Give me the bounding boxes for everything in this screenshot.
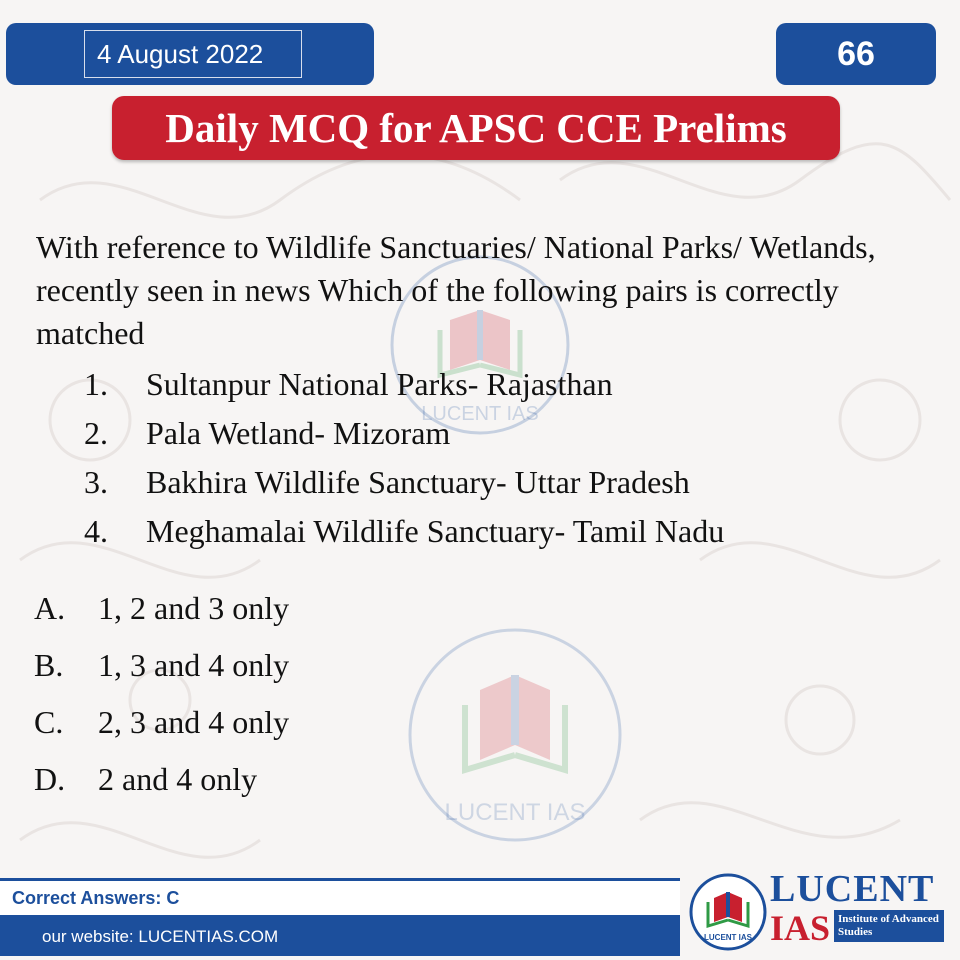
lucent-ias-logo bbox=[684, 866, 956, 958]
website-link[interactable]: our website: LUCENTIAS.COM bbox=[0, 918, 680, 956]
option-letter: A. bbox=[34, 590, 66, 626]
logo-ias: IAS bbox=[770, 908, 831, 948]
pair-item bbox=[84, 507, 724, 556]
option-letter: D. bbox=[34, 761, 66, 797]
pair-number: 3. bbox=[84, 464, 108, 500]
option-text: 2, 3 and 4 only bbox=[98, 704, 290, 740]
pair-text: Sultanpur National Parks- Rajasthan bbox=[146, 366, 613, 402]
option-text: 1, 3 and 4 only bbox=[98, 647, 290, 683]
pair-text: Pala Wetland- Mizoram bbox=[146, 415, 451, 451]
watermark-text-top: LUCENT IAS bbox=[421, 403, 539, 425]
pair-text: Meghamalai Wildlife Sanctuary- Tamil Nadu bbox=[146, 513, 725, 549]
watermark-text-bottom: LUCENT IAS bbox=[444, 799, 586, 826]
pair-item bbox=[84, 409, 724, 458]
date-label: 4 August 2022 bbox=[84, 30, 302, 78]
title-banner: Daily MCQ for APSC CCE Prelims bbox=[112, 96, 840, 160]
pair-text: Bakhira Wildlife Sanctuary- Uttar Pradesh bbox=[146, 464, 690, 500]
option-d bbox=[34, 751, 289, 808]
options-list bbox=[34, 580, 289, 808]
logo-seal-icon bbox=[688, 872, 768, 952]
logo-lucent: LUCENT bbox=[770, 868, 935, 910]
option-text: 1, 2 and 3 only bbox=[98, 590, 290, 626]
pair-number: 2. bbox=[84, 415, 108, 451]
option-letter: C. bbox=[34, 704, 64, 740]
question-text: With reference to Wildlife Sanctuaries/ National Parks/ Wetlands, recently seen in news Which of the following pairs is correctly matched bbox=[36, 229, 876, 351]
pair-number: 4. bbox=[84, 513, 108, 549]
option-c bbox=[34, 694, 289, 751]
watermark-logo-bottom bbox=[400, 620, 630, 850]
logo-seal-text: LUCENT IAS bbox=[704, 933, 752, 942]
logo-subtitle: Institute of Advanced Studies bbox=[834, 910, 944, 942]
option-a bbox=[34, 580, 289, 637]
pairs-list bbox=[84, 360, 724, 556]
correct-answer-bar: Correct Answers: C bbox=[0, 878, 680, 918]
option-letter: B. bbox=[34, 647, 64, 683]
question-number: 66 bbox=[776, 23, 936, 85]
pair-number: 1. bbox=[84, 366, 108, 402]
option-b bbox=[34, 637, 289, 694]
pair-item bbox=[84, 360, 724, 409]
option-text: 2 and 4 only bbox=[98, 761, 258, 797]
pair-item bbox=[84, 458, 724, 507]
